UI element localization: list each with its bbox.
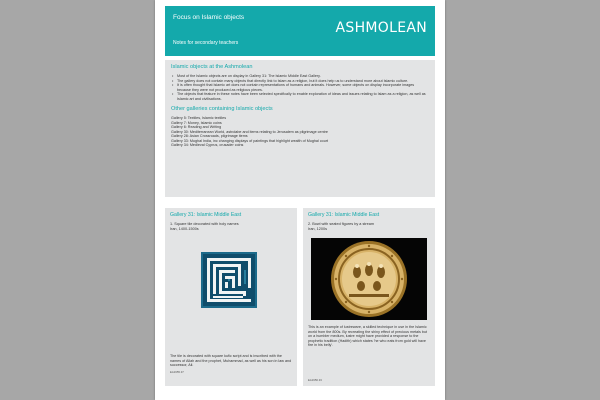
other-galleries-heading: Other galleries containing Islamic objects bbox=[171, 106, 273, 112]
list-item: Gallery 33: Mughal India, inc changing displays of paintings that highlight wealth of Mughal court bbox=[171, 138, 329, 143]
accession-number: EA1955.37 bbox=[170, 370, 184, 374]
ashmolean-logo: ASHMOLEAN bbox=[335, 20, 427, 36]
document-page bbox=[155, 0, 445, 400]
list-item: • Most of the Islamic objects are on display in Gallery 31: The Islamic Middle East Gallery. bbox=[171, 74, 429, 79]
lustre-bowl-image bbox=[311, 238, 427, 320]
card-title: Gallery 31: Islamic Middle East bbox=[308, 212, 380, 218]
caption-line: 1. Square tile decorated with holy names bbox=[170, 222, 239, 226]
list-item: • It is often thought that Islamic art does not contain representations of humans and animals. However, some objects on display incorporate images because they were not produced as religious pieces. bbox=[171, 83, 429, 92]
card-description: The tile is decorated with square kufic script and is inscribed with the names of Allah and the prophet, Muhammad, as well as his son in law and successor, Ali. bbox=[170, 354, 292, 367]
caption-line: Iran, 1400-1500s bbox=[170, 226, 199, 231]
list-item: • The objects that feature in these notes have been selected specifically to enable exploration of ideas and issues relating to Islam as a religion, as well as Islamic art and civilisations. bbox=[171, 92, 429, 101]
card-title: Gallery 31: Islamic Middle East bbox=[170, 212, 242, 218]
caption-line: 2. Bowl with seated figures by a stream bbox=[308, 222, 375, 226]
other-galleries-list bbox=[171, 116, 429, 148]
object-card-bowl bbox=[303, 208, 435, 386]
page-subtitle: Notes for secondary teachers bbox=[173, 40, 239, 46]
list-item: Gallery 7: Money, Islamic coins bbox=[171, 120, 222, 125]
card-caption bbox=[170, 222, 292, 231]
card-description: This is an example of lustreware, a skilled technique in use in the Islamic world from the 800s. By recreating the shiny effect of precious metals but on a humbler medium, lustre might have provided a response to the prophetic tradition (Hadith) which states 'he who eats from gold will have fire in his belly'. bbox=[308, 325, 428, 347]
intro-panel bbox=[165, 60, 435, 197]
header-banner bbox=[165, 6, 435, 56]
accession-number: EA1956.33 bbox=[308, 378, 322, 382]
intro-bullet-list bbox=[171, 74, 429, 101]
list-item: Gallery 28: Asian Crossroads, pilgrimage items bbox=[171, 134, 248, 138]
list-item: Gallery 6: Reading and Writing bbox=[171, 125, 222, 129]
list-item: Gallery 5: Textiles, Islamic textiles bbox=[171, 116, 227, 120]
kufic-tile-image bbox=[201, 252, 257, 308]
list-item: • The gallery does not contain many objects that directly link to Islam as a religion, but it does help us to understand more about Islamic culture. bbox=[171, 79, 429, 84]
list-item: Gallery 34: Medieval Cyprus, crusader coins bbox=[171, 143, 244, 147]
list-item: Gallery 30: Mediterranean World, astrolabe and items relating to Jerusalem as pilgrimage centre bbox=[171, 129, 328, 134]
page-title: Focus on Islamic objects bbox=[173, 14, 245, 21]
intro-heading: Islamic objects at the Ashmolean bbox=[171, 64, 253, 70]
card-caption bbox=[308, 222, 430, 231]
caption-line: Iran, 1200s bbox=[308, 226, 327, 231]
object-card-tile bbox=[165, 208, 297, 386]
